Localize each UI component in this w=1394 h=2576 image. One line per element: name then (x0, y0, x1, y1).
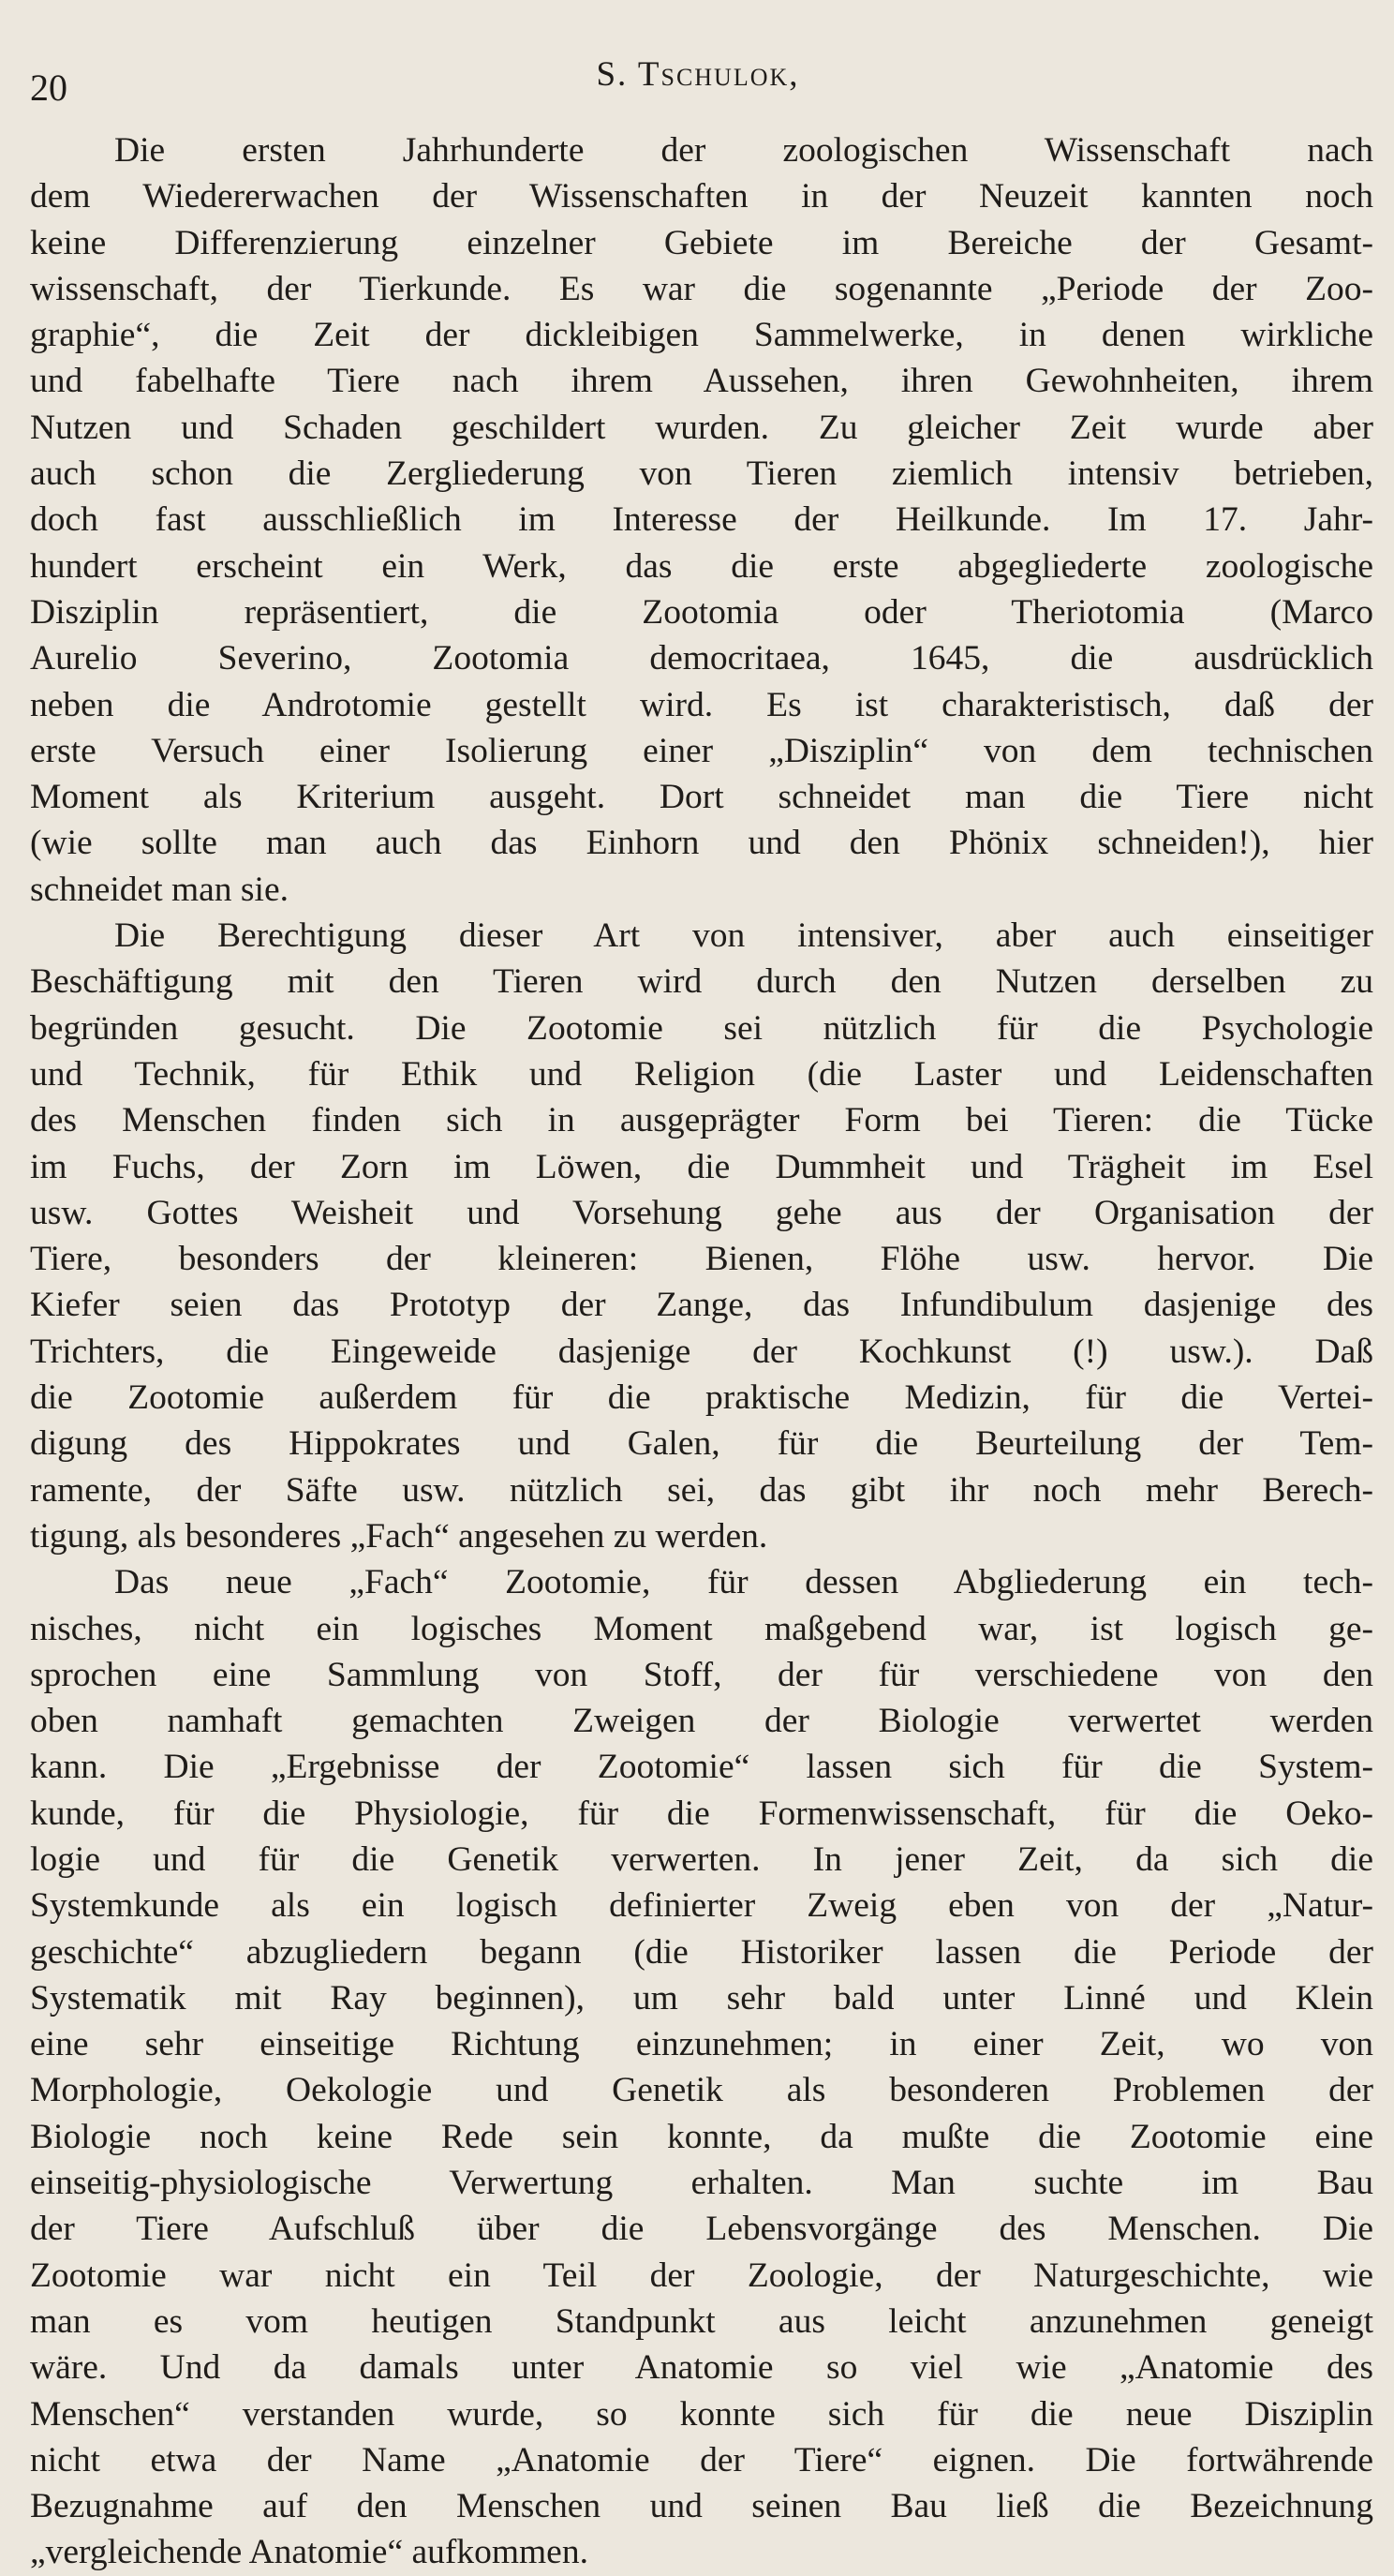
text-line: Disziplin repräsentiert, die Zootomia oder Theriotomia (Marco (30, 592, 1373, 632)
text-line: der Tiere Aufschluß über die Lebensvorgänge des Menschen. Die (30, 2210, 1373, 2249)
text-line: und fabelhafte Tiere nach ihrem Aussehen, ihren Gewohnheiten, ihrem (30, 362, 1373, 401)
text-line: Die ersten Jahrhunderte der zoologischen Wissenschaft nach (114, 131, 1373, 170)
text-line: Systematik mit Ray beginnen), um sehr bald unter Linné und Klein (30, 1978, 1373, 2018)
body-text (30, 127, 1373, 2576)
text-line: Das neue „Fach“ Zootomie, für dessen Abgliederung ein tech- (114, 1563, 1373, 1602)
text-line: „vergleichende Anatomie“ aufkommen. (30, 2533, 588, 2572)
running-head: S. Tschulok, (596, 55, 800, 94)
text-line: Bezugnahme auf den Menschen und seinen Bau ließ die Bezeichnung (30, 2487, 1373, 2526)
text-line: und Technik, für Ethik und Religion (die Laster und Leidenschaften (30, 1054, 1373, 1094)
text-line: geschichte“ abzugliedern begann (die Historiker lassen die Periode der (30, 1932, 1373, 1972)
text-line: graphie“, die Zeit der dickleibigen Sammelwerke, in denen wirkliche (30, 316, 1373, 355)
text-line: Systemkunde als ein logisch definierter Zweig eben von der „Natur- (30, 1886, 1373, 1926)
text-line: Morphologie, Oekologie und Genetik als besonderen Problemen der (30, 2071, 1373, 2110)
paragraph (30, 127, 1373, 913)
text-line: Biologie noch keine Rede sein konnte, da mußte die Zootomie eine (30, 2117, 1373, 2156)
page-number: 20 (30, 67, 67, 109)
text-line: begründen gesucht. Die Zootomie sei nützlich für die Psychologie (30, 1008, 1373, 1048)
paragraph (30, 1559, 1373, 2576)
text-line: sprochen eine Sammlung von Stoff, der für verschiedene von den (30, 1655, 1373, 1694)
page-header (30, 54, 1366, 111)
text-line: Nutzen und Schaden geschildert wurden. Zu gleicher Zeit wurde aber (30, 408, 1373, 447)
text-line: usw. Gottes Weisheit und Vorsehung gehe aus der Organisation der (30, 1193, 1373, 1232)
text-line: eine sehr einseitige Richtung einzunehmen; in einer Zeit, wo von (30, 2025, 1373, 2064)
text-line: Trichters, die Eingeweide dasjenige der Kochkunst (!) usw.). Daß (30, 1332, 1373, 1371)
text-line: kunde, für die Physiologie, für die Formenwissenschaft, für die Oeko- (30, 1794, 1373, 1833)
text-line: Tiere, besonders der kleineren: Bienen, Flöhe usw. hervor. Die (30, 1240, 1373, 1279)
text-line: wissenschaft, der Tierkunde. Es war die sogenannte „Periode der Zoo- (30, 269, 1373, 308)
text-line: hundert erscheint ein Werk, das die erste abgegliederte zoologische (30, 546, 1373, 586)
text-line: ramente, der Säfte usw. nützlich sei, das gibt ihr noch mehr Berech- (30, 1470, 1373, 1510)
text-line: neben die Androtomie gestellt wird. Es ist charakteristisch, daß der (30, 685, 1373, 724)
text-line: Menschen“ verstanden wurde, so konnte sich für die neue Disziplin (30, 2394, 1373, 2434)
text-line: des Menschen finden sich in ausgeprägter Form bei Tieren: die Tücke (30, 1101, 1373, 1140)
text-line: man es vom heutigen Standpunkt aus leicht anzunehmen geneigt (30, 2301, 1373, 2341)
text-line: Moment als Kriterium ausgeht. Dort schneidet man die Tiere nicht (30, 778, 1373, 817)
text-line: doch fast ausschließlich im Interesse der Heilkunde. Im 17. Jahr- (30, 500, 1373, 540)
text-line: auch schon die Zergliederung von Tieren ziemlich intensiv betrieben, (30, 454, 1373, 494)
text-line: keine Differenzierung einzelner Gebiete im Bereiche der Gesamt- (30, 223, 1373, 262)
paragraph (30, 913, 1373, 1559)
text-line: die Zootomie außerdem für die praktische Medizin, für die Vertei- (30, 1378, 1373, 1418)
text-line: im Fuchs, der Zorn im Löwen, die Dummheit und Trägheit im Esel (30, 1147, 1373, 1186)
text-line: nisches, nicht ein logisches Moment maßgebend war, ist logisch ge- (30, 1609, 1373, 1648)
text-line: erste Versuch einer Isolierung einer „Disziplin“ von dem technischen (30, 731, 1373, 770)
text-line: schneidet man sie. (30, 870, 289, 909)
text-line: Aurelio Severino, Zootomia democritaea, 1645, die ausdrücklich (30, 639, 1373, 678)
text-line: digung des Hippokrates und Galen, für die Beurteilung der Tem- (30, 1424, 1373, 1464)
text-line: wäre. Und da damals unter Anatomie so viel wie „Anatomie des (30, 2348, 1373, 2388)
text-line: einseitig-physiologische Verwertung erhalten. Man suchte im Bau (30, 2164, 1373, 2203)
text-line: Kiefer seien das Prototyp der Zange, das Infundibulum dasjenige des (30, 1286, 1373, 1325)
text-line: logie und für die Genetik verwerten. In jener Zeit, da sich die (30, 1839, 1373, 1879)
text-line: kann. Die „Ergebnisse der Zootomie“ lassen sich für die System- (30, 1748, 1373, 1787)
text-line: dem Wiedererwachen der Wissenschaften in der Neuzeit kannten noch (30, 177, 1373, 216)
text-line: Beschäftigung mit den Tieren wird durch den Nutzen derselben zu (30, 962, 1373, 1002)
text-line: Zootomie war nicht ein Teil der Zoologie, der Naturgeschichte, wie (30, 2256, 1373, 2295)
text-line: (wie sollte man auch das Einhorn und den Phönix schneiden!), hier (30, 824, 1373, 863)
text-line: nicht etwa der Name „Anatomie der Tiere“ eignen. Die fortwährende (30, 2440, 1373, 2479)
text-line: tigung, als besonderes „Fach“ angesehen zu werden. (30, 1516, 768, 1556)
text-line: Die Berechtigung dieser Art von intensiver, aber auch einseitiger (114, 916, 1373, 956)
text-line: oben namhaft gemachten Zweigen der Biologie verwertet werden (30, 1702, 1373, 1741)
